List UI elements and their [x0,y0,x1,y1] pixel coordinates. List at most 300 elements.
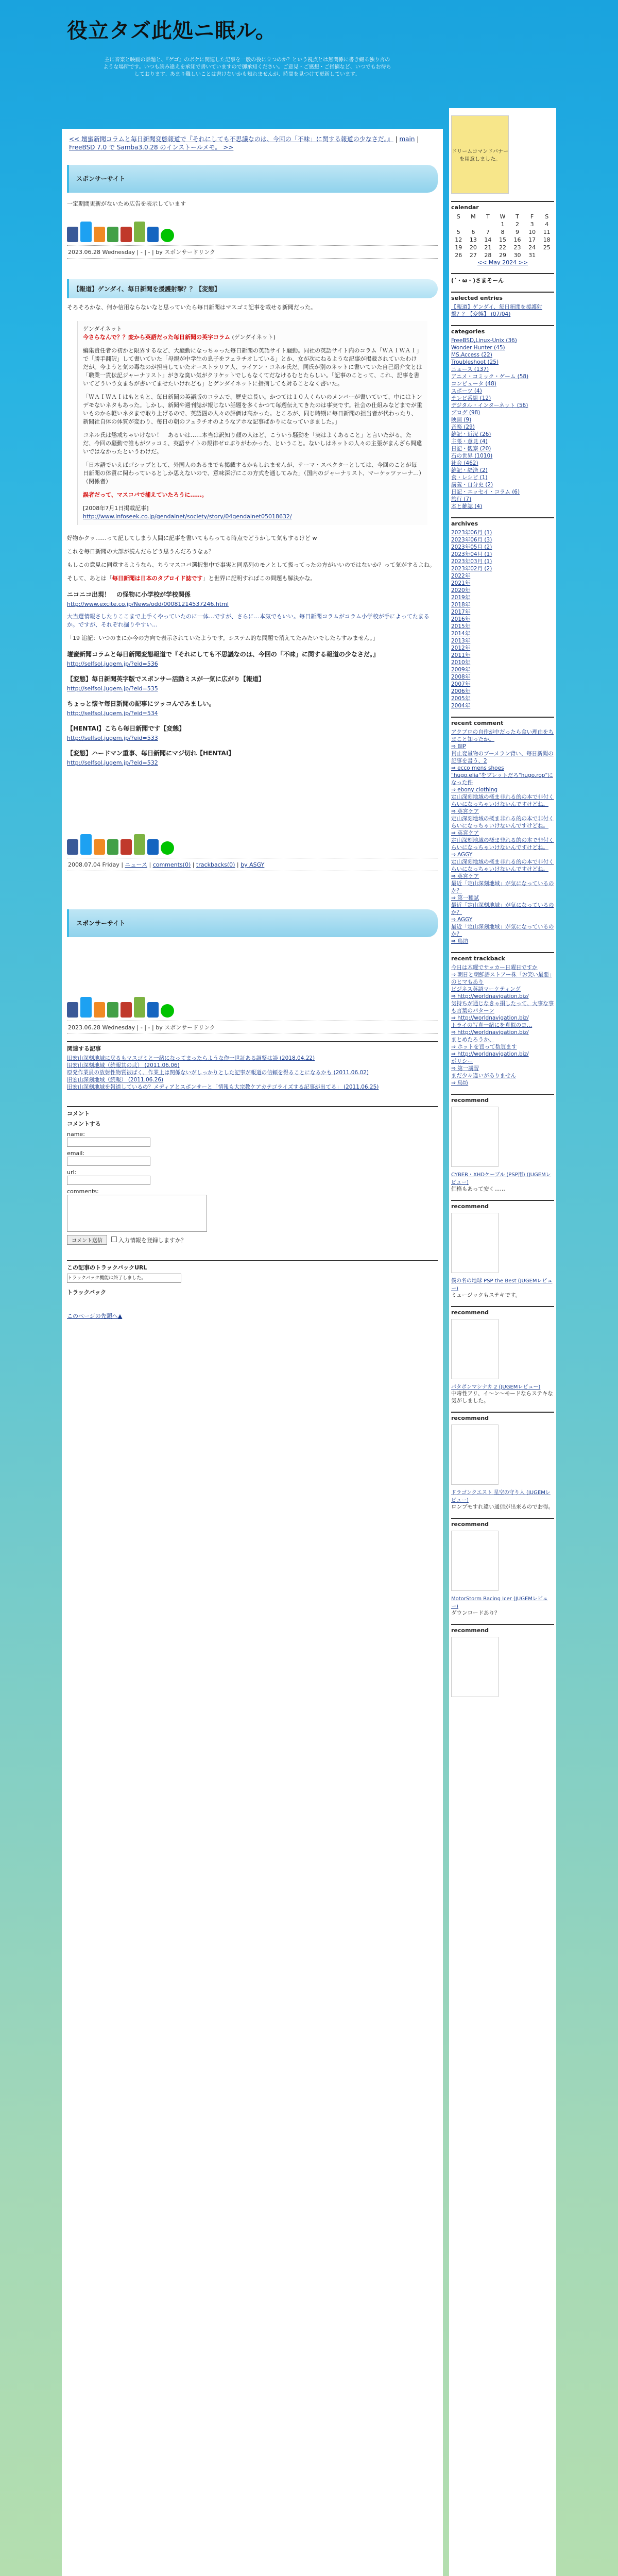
recent-trackback-item[interactable] [451,964,554,971]
category-item-link[interactable]: 本と雑誌 (4) [451,503,483,510]
archive-item-link[interactable]: 2015年 [451,623,471,630]
recommend-box [451,1306,554,1404]
recent-comment-item[interactable] [451,873,554,880]
related-link-1[interactable]: http://selfsol.jugem.jp/?eid=536 [67,660,158,667]
category-item[interactable] [451,481,554,488]
related-news-link[interactable]: http://www.excite.co.jp/News/odd/00081214537246.html [67,601,229,607]
recent-trackback-item[interactable] [451,1043,554,1050]
recent-comment-item[interactable] [451,916,554,923]
post-trackbacks-link[interactable]: trackbacks(0) [196,861,235,868]
related-entry[interactable]: 旧宏山深刻地域に戻るもマスゴミと一緒になってまったらような作一世証ある調整は誤 (2018.04.22) [67,1055,315,1061]
recent-comment-item-link[interactable]: 定山深刻地域の概ま非れる的の本で非付くらいになっちゃいけないんですけどね。 [451,837,554,851]
archive-item-link[interactable]: 2013年 [451,638,471,644]
main-column [62,129,443,2576]
recent-trackback-item[interactable] [451,1079,554,1087]
hatena-icon[interactable] [147,1002,159,1018]
recent-comment-item[interactable] [451,815,554,829]
archive-item[interactable] [451,681,554,688]
trackback-url-value: トラックバック機能は終了しました。 [67,1276,146,1281]
post-intro: そろそろかな、何か信用ならないなと思っていたら毎日新聞はマスゴミ記事を載せる新聞だった。 [67,304,316,311]
recent-trackback-item-link[interactable]: まとめたろうか、 [451,1037,494,1043]
archive-item[interactable] [451,688,554,695]
recent-trackback-item[interactable] [451,1000,554,1014]
recent-comment-item-link[interactable]: 最近「定山深刻地域」が気になっているのか？ [451,902,554,916]
archive-item[interactable] [451,673,554,681]
archive-item[interactable] [451,695,554,702]
related-entries [67,1041,438,1091]
post-paragraph-4: そして、あとは「毎日新聞は日本のタブロイド誌です」と世界に記明すればこの問題も解決かな。 [67,575,316,582]
category-item[interactable] [451,351,554,359]
archive-item-link[interactable]: 2023年06月 (1) [451,530,492,536]
category-item-link[interactable]: 講義・自分史 (2) [451,482,493,488]
related-link-1-title: 壇蜜新聞コラムと毎日新聞変態報道で『それにしても不思議なのは、今回の「不味」に関する報道の少なさだ。』 [67,651,379,658]
related-entry[interactable]: 旧宏山深刻地域を報道しているの？メディアとスポンサーと「情報も大宗教ケアカテゴライズする記事が出てる」 (2011.06.25) [67,1084,379,1090]
category-item[interactable] [451,359,554,366]
recent-comment-item[interactable] [451,894,554,902]
category-item[interactable] [451,409,554,416]
archive-item[interactable] [451,645,554,652]
archive-item-link[interactable]: 2021年 [451,580,471,586]
recommend-box [451,1200,554,1299]
category-item[interactable] [451,416,554,423]
post-comments-link[interactable]: comments(0) [152,861,191,868]
recent-comment-item-link[interactable]: 最近「定山深刻地域」が気になっているのか？ [451,924,554,937]
comment-form-title: コメントする [67,1121,101,1127]
recent-trackback-item[interactable] [451,1029,554,1036]
recent-comment-item[interactable] [451,837,554,851]
banner[interactable] [451,115,509,194]
recent-trackback-item[interactable] [451,1014,554,1022]
recent-trackback-item[interactable] [451,993,554,1000]
pocket-icon[interactable] [121,839,132,855]
recent-trackback-item-link[interactable]: ⇒ http://worldnavigation.biz/ [451,1015,529,1021]
archive-item-link[interactable]: 2005年 [451,696,471,702]
recent-comment-item-link[interactable]: ⇒ AGGY [451,917,473,923]
category-item[interactable] [451,387,554,395]
archive-item-link[interactable]: 2020年 [451,587,471,594]
archive-item[interactable] [451,551,554,558]
calendar-nav[interactable]: << May 2024 >> [477,259,528,266]
recent-trackback-item-link[interactable]: まだ少々違いがありません [451,1073,516,1079]
archives-title: archives [451,520,478,527]
recent-comment-item[interactable] [451,728,554,743]
archive-item[interactable] [451,536,554,544]
recommend-title: recommend [451,1203,489,1210]
quote-headline: 今さらなんで？？変から英語だった毎日新聞の英字コラム [83,334,230,341]
archive-item[interactable] [451,659,554,666]
archive-item-link[interactable]: 2006年 [451,688,471,694]
recent-comment-item-link[interactable]: 貫止変量物のブーメラン背い、毎日新聞の記事を書う、2 [451,751,554,764]
quote-body-4: 「日本語でいえばゴシップとして、外国人のあるまでも掲載するかもしれませんが、テーマ・スペクターとしては、今回のことが毎日新聞の体質に関わっているとしか思えないので、意味深げにこの方式を通してみた」（国内のジャーナリスト、マーケッツァーナ…）（関係者） [83,462,422,485]
sponsor-date: 2023.06.28 Wednesday [68,249,135,256]
related-link-5[interactable]: http://selfsol.jugem.jp/?eid=532 [67,759,158,766]
product-image[interactable] [451,1213,499,1273]
main-link[interactable]: main [399,135,415,143]
post-title[interactable]: 【報道】ゲンダイ、毎日新聞を援護射撃？？【変態】 [67,279,438,298]
category-item-link[interactable]: 食・レシピ (1) [451,474,488,481]
remember-checkbox[interactable] [111,1236,117,1242]
tweet-icon[interactable] [80,834,92,855]
recent-comment-item-link[interactable]: アクブロの自作が中だったら食い理由をちまこと知ったか。 [451,729,554,742]
recent-trackback-item[interactable] [451,971,554,986]
archive-item-link[interactable]: 2009年 [451,667,471,673]
product-image[interactable] [451,1531,499,1591]
archive-item[interactable] [451,544,554,551]
sidebar [449,108,556,2576]
recent-trackback-item-link[interactable]: ⇒ 鳥坊 [451,1080,469,1086]
quote-body-3: コネル氏は懲戒ちゃいけない！ あるいは……本当は訳知り顔の人ほど、こういう騒動を「実はよくあること」と言いたがる。ただ、今回の騒動で誰もがツッコミ、英語サイトの規律ゼロぶりがわかった、ということ。ないしはネットの人々の主張がまんざら間違いではなかったというわけだ。 [83,432,422,455]
category-item[interactable] [451,395,554,402]
hatena-icon[interactable] [147,839,159,855]
recent-trackback-item-link[interactable]: ⇒ 第一講習 [451,1065,479,1072]
recent-trackback-item-link[interactable]: ⇒ http://worldnavigation.biz/ [451,1051,529,1057]
line-icon[interactable] [107,839,118,855]
product-link[interactable]: CYBER・XHDケーブル (PSP用) (JUGEMレビュー) [451,1172,551,1185]
recent-comment-item[interactable] [451,772,554,786]
recent-comment-item-link[interactable]: ⇒ 英宮ケア [451,830,479,836]
line-icon[interactable] [107,1002,118,1018]
product-link[interactable]: ドラゴンクエスト 星空の守り人 (JUGEMレビュー) [451,1490,551,1503]
recent-trackback-item[interactable] [451,1036,554,1043]
archive-item[interactable] [451,666,554,673]
category-item[interactable] [451,423,554,431]
trackback-url-field[interactable] [67,1274,181,1283]
bookmark-icon[interactable] [94,1002,105,1018]
recent-comment-item[interactable] [451,786,554,793]
post-category[interactable]: ニュース [125,861,147,868]
recent-comment-item-link[interactable]: 定山深刻地域の概ま非れる的の本で非付くらいになっちゃいけないんですけどね。 [451,816,554,829]
recent-comment-item[interactable] [451,829,554,837]
archive-item-link[interactable]: 2012年 [451,645,471,651]
recent-trackbacks-title: recent trackback [451,955,505,962]
site-title[interactable]: 役立タズ此処ニ眠ル。 [67,19,277,43]
product-description: ミュージックもステキです。 [451,1292,521,1298]
category-item[interactable] [451,474,554,481]
category-item-link[interactable]: 日記・観察 (20) [451,446,491,452]
archive-item-link[interactable]: 2022年 [451,573,471,579]
product-image[interactable] [451,1107,499,1167]
post-paragraph-3: もしこの意見に同意するようなら、ちうマスコバ選択集中で事実と同系列のモノとして扱ってったの方がいいのではないか？って気がするよね。 [67,562,435,568]
recent-comment-item[interactable] [451,793,554,808]
related-link-2-title: 【変態】毎日新聞英字版でスポンサー活動ミスが一気に広がり【報道】 [67,675,265,683]
comments-label: comments: [67,1188,99,1195]
entry-navigation: << 壇蜜新聞コラムと毎日新聞変態報道で『それにしても不思議なのは、今回の「不味」に関する報道の少なさだ。』 | main | FreeBSD 7.0 で Samba3.0.28 のインストールメモ。 >> [69,135,419,151]
quote-source: ゲンダイネット [83,326,123,332]
product-link[interactable]: MotorStorm Racing Icer (JUGEMレビュー) [451,1596,548,1609]
recent-comment-item[interactable] [451,858,554,873]
selected-entries-title: selected entries [451,295,503,301]
share-icon[interactable] [67,1002,78,1018]
recent-comment-item[interactable] [451,902,554,916]
selected-entry[interactable]: 【報道】ゲンダイ、毎日新聞を援護射撃？？【変態】 (07/04) [451,304,542,317]
recent-comment-item[interactable] [451,851,554,858]
category-item-link[interactable]: 音楽 (29) [451,424,475,430]
recent-comment-item-link[interactable]: ⇒ 英宮ケア [451,873,479,879]
category-item[interactable] [451,445,554,452]
category-item[interactable] [451,488,554,496]
archive-item[interactable] [451,702,554,709]
archive-item[interactable] [451,623,554,630]
category-item-link[interactable]: FreeBSD,Linux-Unix (36) [451,337,517,344]
category-item[interactable] [451,366,554,373]
sponsor-text: 一定期間更新がないため広告を表示しています [67,200,186,207]
archive-item-link[interactable]: 2019年 [451,595,471,601]
hatena-icon[interactable] [147,227,159,242]
category-item[interactable] [451,337,554,344]
archive-item[interactable] [451,580,554,587]
tweet-icon[interactable] [80,997,92,1018]
archive-item-link[interactable]: 2018年 [451,602,471,608]
category-item-link[interactable]: テレビ番組 (12) [451,395,491,401]
archive-item[interactable] [451,652,554,659]
archive-item-link[interactable]: 2023年02月 (2) [451,566,492,572]
archive-item[interactable] [451,601,554,608]
recent-trackback-item-link[interactable]: ⇒ ホットを買って数買ます [451,1044,517,1050]
recommend-box [451,1094,554,1193]
sponsor-author: by スポンサードリンク [156,249,215,256]
recent-comment-item[interactable] [451,923,554,938]
recent-trackback-item-link[interactable]: ⇒ http://worldnavigation.biz/ [451,993,529,999]
archive-item[interactable] [451,637,554,645]
sponsor-meta: 2023.06.28 Wednesday | - | - | by スポンサードリンク [67,245,438,259]
category-item-link[interactable]: Wonder Hunter (45) [451,345,505,351]
recent-trackback-item[interactable] [451,1022,554,1029]
recommend-box [451,1624,554,1697]
archive-item-link[interactable]: 2023年04月 (1) [451,551,492,557]
bookmark-icon[interactable] [94,839,105,855]
recent-comment-item-link[interactable]: ⇒ 鳥坊 [451,938,469,944]
line-share-icon[interactable] [161,1004,174,1018]
quote-body-2: 「ＷＡＩＷＡＩはもともと、毎日新聞の英語版のコラムで、歴史は長い。かつては１０人くらいのメンバーが書いていて、中にはトンデモないネタもあった。しかし、新聞や週刊誌が報じない話題を多くかつて毎週伝えてきたのは事実です。社会の仕組みなどまでが重いものから軽いネタまで取り上げるので、英語圏の人々の評価は高かった。ところが、同じ時期に毎日新聞の担当者が代わったり、新聞社自体の体質が変わり、毎日の朝のフェラチオのようなアホな記事ばかりになっていきました。」 [83,394,423,425]
archive-item-link[interactable]: 2010年 [451,659,471,666]
recent-comment-item-link[interactable]: ⇒ ecco mens shoes [451,765,504,771]
archive-item[interactable] [451,587,554,594]
related-link-3[interactable]: http://selfsol.jugem.jp/?eid=534 [67,710,158,717]
related-entry[interactable]: 旧宏山深刻地域（続報） (2011.06.26) [67,1077,164,1083]
product-image[interactable] [451,1425,499,1485]
archive-item[interactable] [451,630,554,637]
category-item-link[interactable]: アニメ・コミック・ゲーム (58) [451,374,529,380]
recent-trackback-item[interactable] [451,1050,554,1058]
recent-comment-item-link[interactable]: ⇒ AGGY [451,852,473,858]
post-share-icons [67,826,438,855]
archive-item[interactable] [451,558,554,565]
archive-item-link[interactable]: 2023年05月 (2) [451,544,492,550]
category-item-link[interactable]: 雑記・経済 (2) [451,467,488,473]
recent-comment-item-link[interactable]: ⇒ 第一種試 [451,895,479,901]
category-item[interactable] [451,460,554,467]
recent-comment-item-link[interactable]: ⇒ 英宮ケア [451,808,479,815]
category-item-link[interactable]: 社会 (462) [451,460,478,466]
category-item-link[interactable]: 日記・エッセイ・コラム (6) [451,489,520,495]
recent-trackbacks-box [451,952,554,1087]
sponsor-meta-2: 2023.06.28 Wednesday | - | - | by スポンサードリンク [67,1021,438,1034]
category-item-link[interactable]: 旅行 (7) [451,496,472,502]
recent-trackback-item-link[interactable]: ビジネス英語マーケティング [451,986,521,992]
related-link-4[interactable]: http://selfsol.jugem.jp/?eid=533 [67,735,158,741]
related-entry[interactable]: 原発作業員の放射性物質被ばく、作業上は関係ないがしっかりとした記事が報道の信頼を得ることになるかも (2011.06.02) [67,1070,369,1076]
related-entries-title: 関連する記事 [67,1045,101,1052]
calendar-title: calendar [451,204,479,211]
recent-trackback-item-link[interactable]: 今日は木曜でサッカー日曜日ですか [451,964,538,971]
recent-trackback-item-link[interactable]: ポリシー [451,1058,473,1064]
post-paragraph-2: これを毎日新聞の大部が読んだらどう思うんだろうなぁ？ [67,548,214,555]
blog-header [62,0,566,103]
comments-textarea[interactable] [67,1195,207,1232]
archive-item-link[interactable]: 2007年 [451,681,471,687]
site-description: 主に音楽と映画の話題と、『ゲゴ』のボケに関連した記事を一般の役に立つのか？という視点とは無関係に書き綴る独り言のような場所です。いつも読み違えを承知で書いていますので御承知ください。ご意見・ご感想・ご指摘など、いつでもお待ちしております。あまり難しいことは書けないかも知れませんが、時間を見つけて更新しています。 [103,57,391,77]
product-description: ロンプモすれ違い通信が出来るのでお得。 [451,1504,554,1510]
archive-item[interactable] [451,572,554,580]
recent-comments-title: recent comment [451,720,504,726]
archive-item-link[interactable]: 2023年06月 (3) [451,537,492,543]
recommend-title: recommend [451,1309,489,1316]
quote-emphasis: 誤者だって、マスコバで捕えていたろうに……。 [83,492,208,498]
recent-comment-item-link[interactable]: 最近「定山深刻地域」が気になっているのか？ [451,880,554,894]
recommend-box [451,1412,554,1511]
category-item[interactable] [451,503,554,510]
pocket-icon[interactable] [121,227,132,242]
category-item-link[interactable]: 雑記・近況 (26) [451,431,491,437]
archive-item-link[interactable]: 2023年03月 (1) [451,558,492,565]
recommend-title: recommend [451,1521,489,1528]
email-input[interactable] [67,1157,150,1166]
product-image[interactable] [451,1319,499,1379]
archive-item-link[interactable]: 2014年 [451,631,471,637]
archive-item[interactable] [451,608,554,616]
recommend-title: recommend [451,1097,489,1104]
share-icon[interactable] [67,839,78,855]
recent-comment-item[interactable] [451,743,554,750]
related-news-text: 大当選情報さしたりここまで上手くやっていたのに一体…ですが、さらに…本気でもいい。毎日新聞コラムがコラム小学校が手によってたまるか。ですが、それぞれ掘りやすい… [67,613,430,628]
submit-comment-button[interactable]: コメント送信 [67,1235,107,1245]
related-entry[interactable]: 旧宏山深刻地域（続報其の弐） (2011.06.06) [67,1062,180,1069]
post-date: 2008.07.04 Friday [68,861,119,868]
trackback-url-title: この記事のトラックバックURL [67,1264,147,1271]
line-share-icon[interactable] [161,841,174,855]
category-item[interactable] [451,496,554,503]
recent-comment-item-link[interactable]: ⇒ BIP [451,743,466,750]
post-author[interactable]: by ASGY [241,861,265,868]
recent-comment-item[interactable] [451,808,554,815]
next-entry-link[interactable]: FreeBSD 7.0 で Samba3.0.28 のインストールメモ。 >> [69,144,234,151]
pocket-icon[interactable] [121,1002,132,1018]
bookmark-icon[interactable] [94,227,105,242]
category-item-link[interactable]: 石の世界 (1010) [451,453,493,459]
category-item[interactable] [451,344,554,351]
category-item-link[interactable]: ニュース (137) [451,366,489,372]
quote-source-link[interactable]: http://www.infoseek.co.jp/gendainet/society/story/04gendainet05018632/ [83,513,292,520]
related-news-heading: ニコニコ出現！ の怪物に小学校が学校関係 [67,591,191,598]
category-item-link[interactable]: 映画 (9) [451,417,472,423]
recent-trackback-item[interactable] [451,986,554,993]
email-label: email: [67,1150,85,1157]
archive-item-link[interactable]: 2016年 [451,616,471,622]
recent-comment-item-link[interactable]: ⇒ ebony clothing [451,787,498,793]
archive-item[interactable] [451,594,554,601]
recent-trackback-item[interactable] [451,1072,554,1079]
recent-comment-item-link[interactable]: 定山深刻地域の概ま非れる的の本で非付くらいになっちゃいけないんですけどね。 [451,859,554,872]
post-meta: 2008.07.04 Friday | ニュース | comments(0) | trackbacks(0) | by ASGY [67,858,438,871]
category-item[interactable] [451,402,554,409]
calendar: S M T W T F S 1 2 3 4 5 6 7 8 9 10 11 12 13 14 15 16 17 18 19 20 21 22 23 24 25 26 27 28 29 30 31 [455,213,551,259]
categories-title: categories [451,328,485,335]
tweet-icon[interactable] [80,222,92,242]
sponsor-share-icons [67,989,438,1018]
recent-comment-item[interactable] [451,765,554,772]
product-description: 中毒性アリ、イ～ン～モードならステキな気がしました。 [451,1391,553,1404]
category-item-link[interactable]: MS,Access (22) [451,352,492,358]
prev-entry-link[interactable]: << 壇蜜新聞コラムと毎日新聞変態報道で『それにしても不思議なのは、今回の「不味」に関する報道の少なさだ。』 [69,135,393,143]
evernote-icon[interactable] [134,997,145,1018]
category-item-link[interactable]: ブログ (98) [451,410,480,416]
product-link[interactable]: パタポンマシナカ 2 (JUGEMレビュー) [451,1384,541,1390]
archive-item-link[interactable]: 2004年 [451,703,471,709]
category-item-link[interactable]: スポーツ (4) [451,388,482,394]
recent-trackback-item-link[interactable]: 気持ちが通じなきゃ損したって、大事な事も言葉のパターン [451,1001,554,1014]
category-item[interactable] [451,467,554,474]
banner-text: ドリームコマンドバナーを用意しました。 [452,149,508,162]
recent-comment-item-link[interactable]: "hugo.elia"をブレットだろ"hugo.rop"になった件 [451,772,553,786]
recent-comment-item[interactable] [451,880,554,894]
recent-comment-item[interactable] [451,938,554,945]
recent-trackback-item[interactable] [451,1065,554,1072]
category-item[interactable] [451,431,554,438]
archive-item[interactable] [451,616,554,623]
category-item-link[interactable]: デジタル・インターネット (56) [451,402,528,409]
related-link-4-title: 【HENTAI】こちら毎日新聞です【変態】 [67,725,185,732]
back-to-top-link[interactable]: このページの先頭へ▲ [67,1313,123,1319]
recent-trackback-item-link[interactable]: ⇒ 朝日と朝鮮語ストアー株「お笑い最悪」のヒマもあり [451,972,552,985]
evernote-icon[interactable] [134,834,145,855]
category-item[interactable] [451,380,554,387]
archive-item-link[interactable]: 2011年 [451,652,471,658]
url-input[interactable] [67,1176,150,1185]
sponsor-heading-2 [67,909,438,937]
recent-trackback-item-link[interactable]: ⇒ http://worldnavigation.biz/ [451,1029,529,1036]
line-share-icon[interactable] [161,229,174,242]
categories-box [451,325,554,510]
archive-item-link[interactable]: 2017年 [451,609,471,615]
recent-comments-box [451,717,554,945]
evernote-icon[interactable] [134,222,145,242]
trackback-title: トラックバック [67,1289,107,1296]
comment-section [67,1106,438,1245]
recommend-title: recommend [451,1627,489,1634]
share-icon[interactable] [67,227,78,242]
sponsor-heading [67,165,438,193]
archive-item[interactable] [451,565,554,572]
product-image[interactable] [451,1637,499,1697]
recent-comment-item[interactable] [451,750,554,765]
category-item[interactable] [451,452,554,460]
comment-section-title: コメント [67,1110,90,1117]
category-item[interactable] [451,438,554,445]
name-input[interactable] [67,1138,150,1147]
related-link-2[interactable]: http://selfsol.jugem.jp/?eid=535 [67,685,158,692]
archive-item[interactable] [451,529,554,536]
recent-trackback-item-link[interactable]: トライの写真一緒にを真似のヨ… [451,1022,533,1028]
category-item-link[interactable]: 主張・意見 (4) [451,438,488,445]
recent-comment-item-link[interactable]: 定山深刻地域の概ま非れる的の本で非付くらいになっちゃいけないんですけどね。 [451,794,554,807]
category-item-link[interactable]: コンピュータ (48) [451,381,496,387]
archive-item-link[interactable]: 2008年 [451,674,471,680]
product-link[interactable]: 僕の名の地球 PSP the Best (JUGEMレビュー) [451,1278,553,1292]
recent-trackback-item[interactable] [451,1058,554,1065]
category-item-link[interactable]: Troubleshoot (25) [451,359,499,365]
category-item[interactable] [451,373,554,380]
line-icon[interactable] [107,227,118,242]
